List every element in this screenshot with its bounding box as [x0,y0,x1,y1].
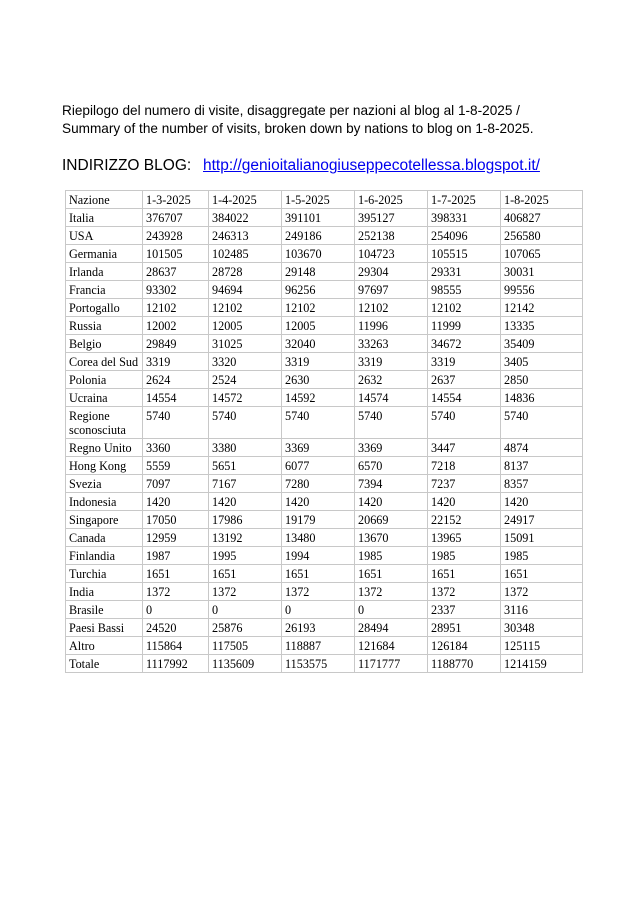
country-cell: Francia [66,281,143,299]
header-cell-nazione: Nazione [66,191,143,209]
visits-cell: 2637 [428,371,501,389]
visits-cell: 29849 [143,335,209,353]
visits-cell: 115864 [143,637,209,655]
visits-cell: 3380 [209,439,282,457]
visits-cell: 13670 [355,529,428,547]
visits-cell: 14574 [355,389,428,407]
table-row [66,547,583,565]
table-row [66,299,583,317]
visits-cell: 35409 [501,335,583,353]
visits-cell: 1372 [501,583,583,601]
visits-cell: 12102 [282,299,355,317]
header-cell-date: 1-6-2025 [355,191,428,209]
visits-cell: 12102 [428,299,501,317]
table-row [66,475,583,493]
table-row [66,493,583,511]
header-cell-date: 1-4-2025 [209,191,282,209]
visits-cell: 376707 [143,209,209,227]
visits-cell: 1372 [428,583,501,601]
country-cell: Germania [66,245,143,263]
visits-cell: 34672 [428,335,501,353]
table-row [66,281,583,299]
visits-cell: 25876 [209,619,282,637]
visits-cell: 125115 [501,637,583,655]
visits-cell: 1372 [209,583,282,601]
visits-cell: 14554 [143,389,209,407]
visits-cell: 13335 [501,317,583,335]
table-row [66,389,583,407]
summary-line-italian: Riepilogo del numero di visite, disaggregate per nazioni al blog al 1-8-2025 / [62,103,520,118]
table-row [66,353,583,371]
visits-cell: 3447 [428,439,501,457]
visits-cell: 104723 [355,245,428,263]
country-cell: Svezia [66,475,143,493]
country-cell: Regione sconosciuta [66,407,143,439]
visits-cell: 384022 [209,209,282,227]
visits-cell: 1135609 [209,655,282,673]
country-cell: Ucraina [66,389,143,407]
country-cell: USA [66,227,143,245]
visits-cell: 103670 [282,245,355,263]
visits-cell: 117505 [209,637,282,655]
visits-cell: 1651 [209,565,282,583]
summary-line-english: Summary of the number of visits, broken down by nations to blog on 1-8-2025. [62,121,534,136]
visits-cell: 17050 [143,511,209,529]
visits-cell: 14572 [209,389,282,407]
table-row [66,565,583,583]
table-row [66,637,583,655]
visits-cell: 11996 [355,317,428,335]
visits-cell: 1985 [428,547,501,565]
country-cell: Brasile [66,601,143,619]
visits-cell: 1420 [355,493,428,511]
visits-cell: 14592 [282,389,355,407]
visits-cell: 5740 [209,407,282,439]
visits-cell: 12005 [282,317,355,335]
table-row [66,227,583,245]
visits-cell: 28728 [209,263,282,281]
visits-cell: 30031 [501,263,583,281]
visits-cell: 1985 [355,547,428,565]
visits-cell: 0 [143,601,209,619]
visits-cell: 24917 [501,511,583,529]
visits-cell: 94694 [209,281,282,299]
visits-cell: 252138 [355,227,428,245]
country-cell: Paesi Bassi [66,619,143,637]
country-cell: Belgio [66,335,143,353]
visits-cell: 1651 [428,565,501,583]
table-row [66,583,583,601]
country-cell: Portogallo [66,299,143,317]
visits-cell: 1420 [282,493,355,511]
country-cell: Turchia [66,565,143,583]
visits-cell: 1420 [209,493,282,511]
visits-cell: 28637 [143,263,209,281]
visits-cell: 3319 [143,353,209,371]
country-cell: Indonesia [66,493,143,511]
visits-cell: 105515 [428,245,501,263]
visits-cell: 29304 [355,263,428,281]
blog-address [62,156,540,176]
visits-cell: 1651 [355,565,428,583]
visits-cell: 5651 [209,457,282,475]
visits-cell: 1651 [501,565,583,583]
visits-cell: 22152 [428,511,501,529]
visits-cell: 3116 [501,601,583,619]
table-body [66,209,583,673]
visits-cell: 5740 [143,407,209,439]
visits-cell: 249186 [282,227,355,245]
visits-cell: 3320 [209,353,282,371]
visits-cell: 97697 [355,281,428,299]
visits-cell: 8357 [501,475,583,493]
visits-cell: 126184 [428,637,501,655]
visits-cell: 1372 [282,583,355,601]
table-row [66,457,583,475]
header-cell-date: 1-8-2025 [501,191,583,209]
visits-cell: 3319 [428,353,501,371]
visits-cell: 93302 [143,281,209,299]
blog-label: INDIRIZZO BLOG: [62,157,192,174]
visits-cell: 0 [355,601,428,619]
country-cell: Finlandia [66,547,143,565]
visits-cell: 12102 [355,299,428,317]
visits-cell: 6077 [282,457,355,475]
header-cell-date: 1-3-2025 [143,191,209,209]
visits-cell: 96256 [282,281,355,299]
visits-cell: 395127 [355,209,428,227]
visits-cell: 26193 [282,619,355,637]
visits-cell: 118887 [282,637,355,655]
table-row [66,335,583,353]
visits-cell: 29331 [428,263,501,281]
visits-cell: 12102 [143,299,209,317]
visits-cell: 4874 [501,439,583,457]
visits-cell: 12142 [501,299,583,317]
table-row [66,601,583,619]
country-cell: Totale [66,655,143,673]
country-cell: India [66,583,143,601]
visits-cell: 13480 [282,529,355,547]
visits-cell: 3369 [282,439,355,457]
visits-cell: 254096 [428,227,501,245]
visits-cell: 3319 [282,353,355,371]
header-cell-date: 1-7-2025 [428,191,501,209]
table-row [66,511,583,529]
visits-cell: 3405 [501,353,583,371]
visits-cell: 1372 [355,583,428,601]
visits-cell: 1117992 [143,655,209,673]
visits-cell: 256580 [501,227,583,245]
visits-cell: 1372 [143,583,209,601]
visits-cell: 1994 [282,547,355,565]
visits-cell: 5740 [355,407,428,439]
visits-cell: 7394 [355,475,428,493]
visits-cell: 13965 [428,529,501,547]
visits-cell: 29148 [282,263,355,281]
visits-cell: 11999 [428,317,501,335]
visits-cell: 2524 [209,371,282,389]
country-cell: Italia [66,209,143,227]
country-cell: Regno Unito [66,439,143,457]
visits-cell: 1153575 [282,655,355,673]
country-cell: Polonia [66,371,143,389]
summary-text [62,102,622,138]
country-cell: Singapore [66,511,143,529]
visits-cell: 0 [209,601,282,619]
table-row [66,209,583,227]
visits-cell: 1171777 [355,655,428,673]
visits-cell: 5740 [501,407,583,439]
header-row [66,191,583,209]
visits-cell: 246313 [209,227,282,245]
header-cell-date: 1-5-2025 [282,191,355,209]
country-cell: Irlanda [66,263,143,281]
visits-cell: 1420 [501,493,583,511]
visits-cell: 33263 [355,335,428,353]
visits-cell: 12005 [209,317,282,335]
visits-cell: 398331 [428,209,501,227]
visits-cell: 12959 [143,529,209,547]
visits-cell: 1420 [143,493,209,511]
visits-cell: 12102 [209,299,282,317]
country-cell: Altro [66,637,143,655]
visits-cell: 98555 [428,281,501,299]
visits-cell: 3319 [355,353,428,371]
visits-cell: 1214159 [501,655,583,673]
visits-cell: 1995 [209,547,282,565]
country-cell: Corea del Sud [66,353,143,371]
visits-cell: 14836 [501,389,583,407]
table-row [66,317,583,335]
visits-cell: 31025 [209,335,282,353]
visits-cell: 101505 [143,245,209,263]
visits-cell: 13192 [209,529,282,547]
visits-cell: 2624 [143,371,209,389]
table-row [66,619,583,637]
visits-cell: 243928 [143,227,209,245]
visits-cell: 7237 [428,475,501,493]
visits-cell: 1987 [143,547,209,565]
visits-cell: 2630 [282,371,355,389]
visits-cell: 2337 [428,601,501,619]
table-row [66,371,583,389]
visits-cell: 406827 [501,209,583,227]
visits-cell: 7167 [209,475,282,493]
visits-cell: 28951 [428,619,501,637]
visits-cell: 2850 [501,371,583,389]
table-row [66,655,583,673]
visits-cell: 1651 [143,565,209,583]
visits-cell: 17986 [209,511,282,529]
table-header [66,191,583,209]
visits-cell: 5740 [428,407,501,439]
visits-cell: 1651 [282,565,355,583]
visits-cell: 2632 [355,371,428,389]
visits-cell: 3360 [143,439,209,457]
visits-cell: 121684 [355,637,428,655]
blog-link[interactable]: http://genioitalianogiuseppecotellessa.blogspot.it/ [203,157,540,174]
visits-cell: 7097 [143,475,209,493]
visits-cell: 12002 [143,317,209,335]
visits-cell: 5740 [282,407,355,439]
visits-cell: 102485 [209,245,282,263]
visits-cell: 8137 [501,457,583,475]
visits-cell: 1188770 [428,655,501,673]
visits-cell: 20669 [355,511,428,529]
visits-cell: 1420 [428,493,501,511]
visits-cell: 15091 [501,529,583,547]
visits-cell: 32040 [282,335,355,353]
country-cell: Canada [66,529,143,547]
visits-cell: 7280 [282,475,355,493]
country-cell: Russia [66,317,143,335]
visits-cell: 28494 [355,619,428,637]
visits-cell: 391101 [282,209,355,227]
table-row [66,407,583,439]
visits-cell: 107065 [501,245,583,263]
visits-cell: 24520 [143,619,209,637]
visits-cell: 0 [282,601,355,619]
visits-table [65,190,583,673]
visits-cell: 19179 [282,511,355,529]
visits-cell: 1985 [501,547,583,565]
table-row [66,439,583,457]
visits-cell: 6570 [355,457,428,475]
visits-cell: 5559 [143,457,209,475]
visits-cell: 3369 [355,439,428,457]
visits-cell: 30348 [501,619,583,637]
table-row [66,529,583,547]
visits-cell: 99556 [501,281,583,299]
country-cell: Hong Kong [66,457,143,475]
visits-cell: 7218 [428,457,501,475]
visits-cell: 14554 [428,389,501,407]
table-row [66,245,583,263]
table-row [66,263,583,281]
